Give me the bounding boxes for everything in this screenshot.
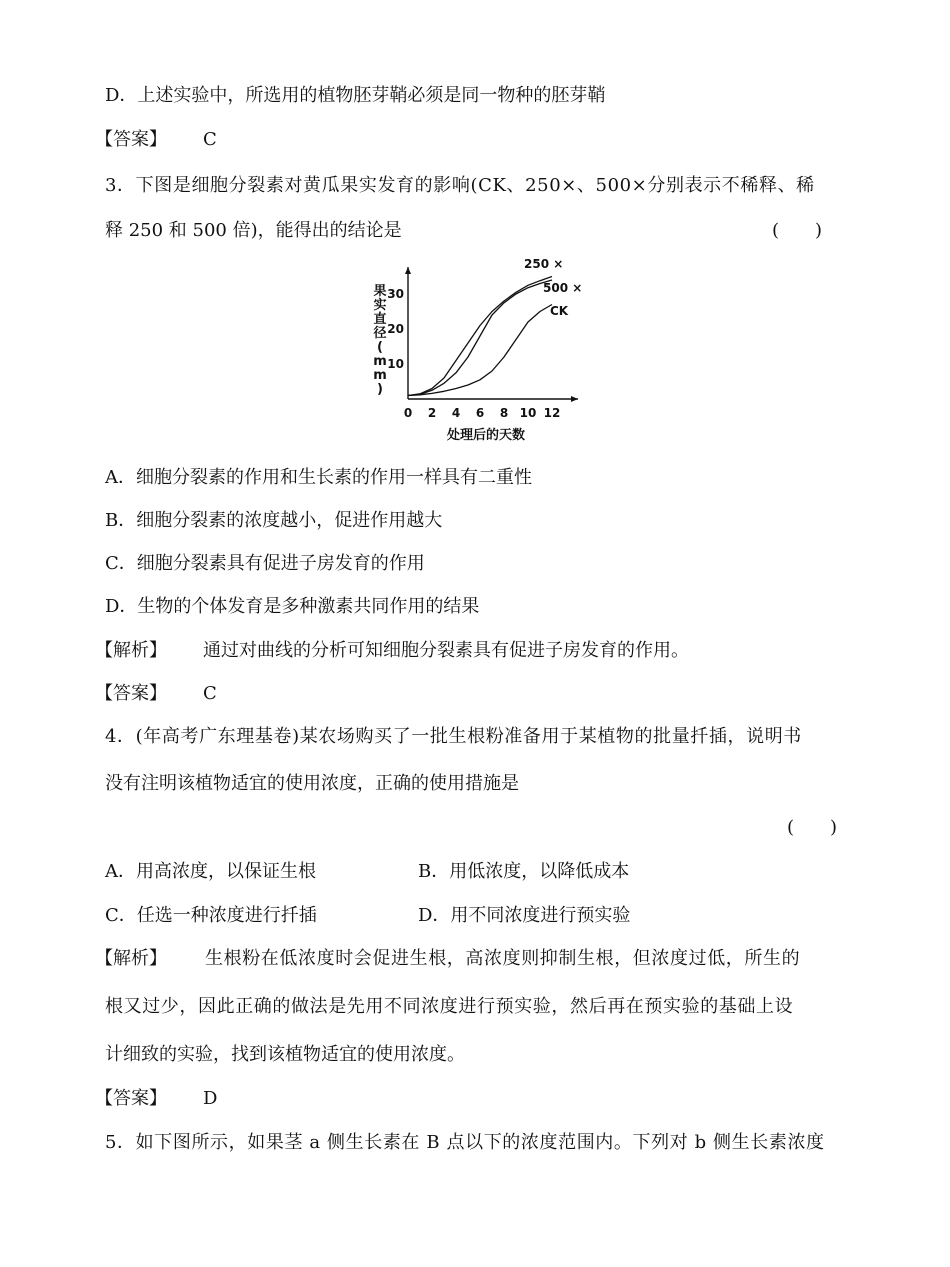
q3-stem-line-1: 3．下图是细胞分裂素对黄瓜果实发育的影响(CK、250×、500×分别表示不稀释、稀: [105, 175, 815, 196]
x-tick-label: 4: [451, 406, 461, 420]
q3-analysis-text: 通过对曲线的分析可知细胞分裂素具有促进子房发育的作用。: [203, 640, 689, 661]
x-tick-label: 8: [499, 406, 509, 420]
q4-answer-label: 【答案】: [95, 1088, 167, 1109]
q3-answer-value: C: [203, 683, 217, 704]
q4-answer-paren: ( ): [787, 817, 838, 838]
y-tick-label: 30: [387, 287, 404, 301]
y-axis-label-char: 径: [373, 326, 387, 341]
q3-answer-paren: ( ): [772, 220, 823, 241]
y-axis-label-char: (: [377, 340, 383, 355]
q3-answer-label: 【答案】: [95, 683, 167, 704]
q2-answer-label: 【答案】: [95, 129, 167, 150]
series-line: [408, 305, 552, 396]
q5-stem-line-1: 5．如下图所示，如果茎 a 侧生长素在 B 点以下的浓度范围内。下列对 b 侧生长素浓度: [105, 1132, 825, 1153]
y-axis-label-char: 果: [373, 284, 387, 299]
q4-option-a: A．用高浓度，以保证生根: [105, 861, 316, 882]
x-tick-label: 12: [543, 406, 561, 420]
y-axis-label-char: m: [373, 354, 387, 369]
q4-answer-value: D: [203, 1088, 218, 1109]
y-axis-label-char: 直: [373, 312, 387, 327]
y-tick-label: 20: [387, 322, 404, 336]
cucumber-growth-chart: [360, 255, 600, 445]
chart-series: [408, 277, 552, 396]
series-label: 250 ×: [524, 257, 564, 271]
series-label: CK: [550, 304, 569, 318]
q4-analysis-label: 【解析】: [95, 948, 167, 969]
x-axis-label: 处理后的天数: [446, 428, 526, 443]
q4-analysis-line-3: 计细致的实验，找到该植物适宜的使用浓度。: [105, 1044, 465, 1065]
x-tick-label: 0: [403, 406, 413, 420]
q3-option-d: D．生物的个体发育是多种激素共同作用的结果: [105, 596, 480, 617]
series-line: [408, 280, 552, 396]
q3-stem-line-2: 释 250 和 500 倍)，能得出的结论是: [105, 220, 402, 241]
q4-option-c: C．任选一种浓度进行扦插: [105, 905, 317, 926]
q3-option-c: C．细胞分裂素具有促进子房发育的作用: [105, 553, 425, 574]
q3-analysis-label: 【解析】: [95, 640, 167, 661]
q4-option-b: B．用低浓度，以降低成本: [418, 861, 630, 882]
y-axis-arrow: [405, 267, 411, 274]
q4-analysis-line-1: 生根粉在低浓度时会促进生根，高浓度则抑制生根，但浓度过低，所生的: [205, 948, 801, 969]
q4-analysis-line-2: 根又过少，因此正确的做法是先用不同浓度进行预实验，然后再在预实验的基础上设: [105, 996, 794, 1017]
y-axis-label-char: 实: [373, 298, 387, 313]
series-label: 500 ×: [543, 281, 583, 295]
chart-ticks: [387, 287, 560, 420]
q4-stem-line-1: 4．(年高考广东理基卷)某农场购买了一批生根粉准备用于某植物的批量扦插，说明书: [105, 726, 802, 747]
q4-option-d: D．用不同浓度进行预实验: [418, 905, 631, 926]
y-tick-label: 10: [387, 357, 404, 371]
q2-answer-value: C: [203, 129, 217, 150]
x-tick-label: 2: [427, 406, 437, 420]
q3-option-a: A．细胞分裂素的作用和生长素的作用一样具有二重性: [105, 467, 532, 488]
y-axis-label-char: m: [373, 368, 387, 383]
q3-option-b: B．细胞分裂素的浓度越小，促进作用越大: [105, 510, 443, 531]
x-tick-label: 6: [475, 406, 485, 420]
q4-stem-line-2: 没有注明该植物适宜的使用浓度，正确的使用措施是: [105, 773, 519, 794]
x-tick-label: 10: [519, 406, 537, 420]
y-axis-label-char: ): [377, 382, 383, 397]
x-axis-arrow: [571, 396, 578, 402]
q2-option-d: D．上述实验中，所选用的植物胚芽鞘必须是同一物种的胚芽鞘: [105, 85, 606, 106]
